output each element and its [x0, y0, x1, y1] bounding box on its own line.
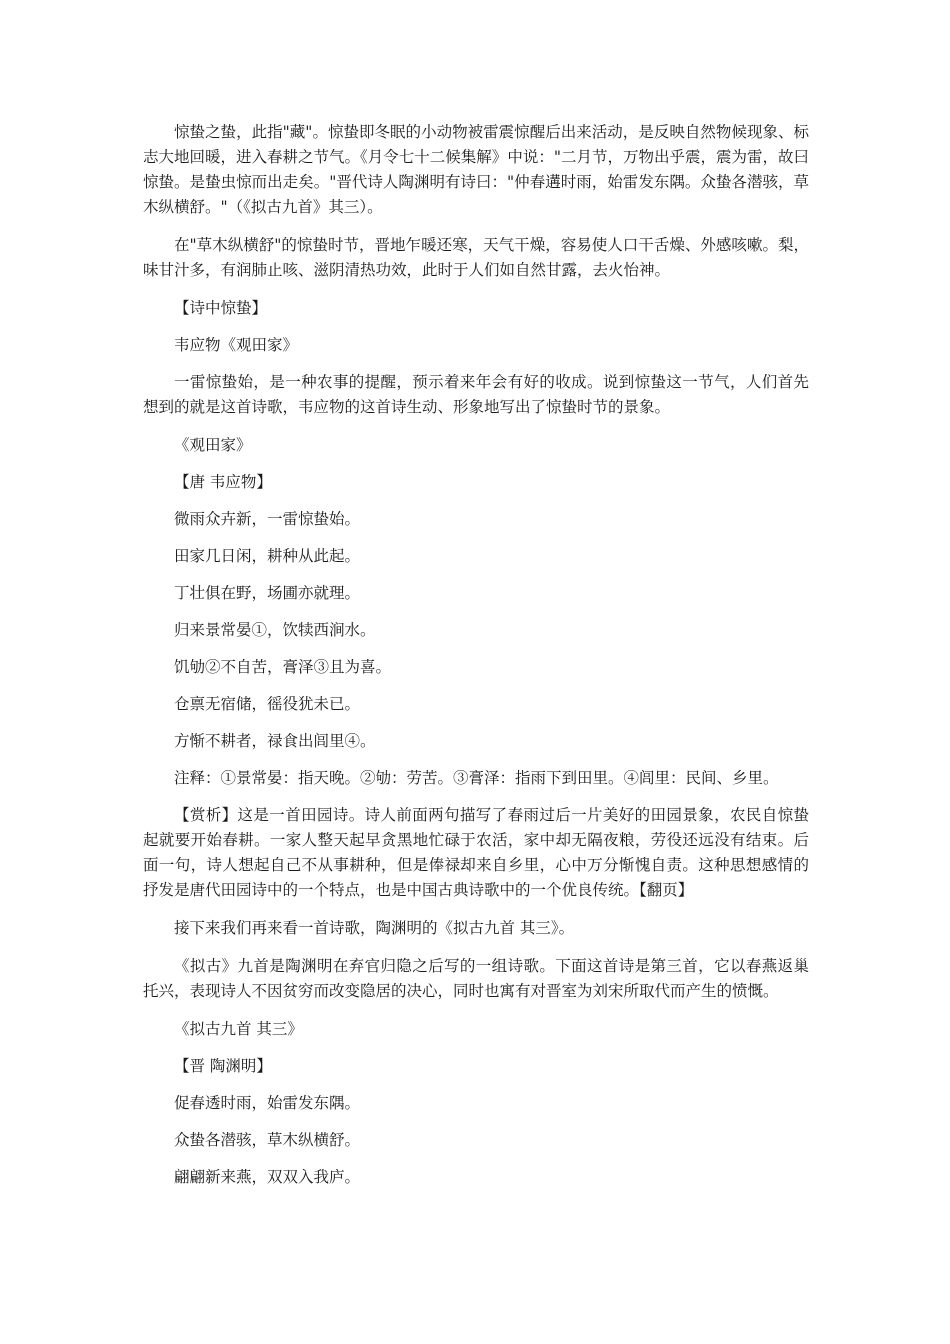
poem-author: 【晋 陶渊明】 — [174, 1057, 272, 1075]
poem-reference: 韦应物《观田家》 — [174, 336, 299, 354]
poem-line: 田家几日闲，耕种从此起。 — [174, 547, 361, 565]
poem-line: 翩翩新来燕，双双入我庐。 — [174, 1168, 361, 1186]
paragraph-transition: 接下来我们再来看一首诗歌，陶渊明的《拟古九首 其三》。 — [174, 919, 575, 937]
poem-line: 仓禀无宿储，徭役犹未已。 — [174, 695, 361, 713]
poem-line: 归来景常晏①，饮犊西涧水。 — [174, 621, 376, 639]
paragraph-pear: 在"草木纵横舒"的惊蛰时节，晋地乍暖还寒，天气干燥，容易使人口干舌燥、外感咳嗽。梨，味甘汁多，有润肺止咳、滋阴清热功效，此时于人们如自然甘露，去火怡神。 — [143, 236, 809, 279]
poem-title: 《拟古九首 其三》 — [174, 1020, 303, 1038]
poem-author: 【唐 韦应物】 — [174, 473, 272, 491]
paragraph-nigu-intro: 《拟古》九首是陶渊明在弃官归隐之后写的一组诗歌。下面这首诗是第三首，它以春燕返巢托兴，表现诗人不因贫穷而改变隐居的决心，同时也寓有对晋室为刘宋所取代而产生的愤慨。 — [143, 957, 809, 1000]
poem-line: 促春透时雨，始雷发东隅。 — [174, 1094, 361, 1112]
poem-line: 方惭不耕者，禄食出闾里④。 — [174, 732, 376, 750]
paragraph-appreciation: 【赏析】这是一首田园诗。诗人前面两句描写了春雨过后一片美好的田园景象，农民自惊蛰起就要开始春耕。一家人整天起早贪黑地忙碌于农活，家中却无隔夜粮，劳役还远没有结束。后面一句，诗人想起自己不从事耕种，但是俸禄却来自乡里，心中万分惭愧自责。这种思想感情的抒发是唐代田园诗中的一个特点，也是中国古典诗歌中的一个优良传统。【翻页】 — [143, 806, 809, 899]
poem-line: 丁壮俱在野，场圃亦就理。 — [174, 584, 361, 602]
annotation-notes: 注释：①景常晏：指天晚。②劬：劳苦。③膏泽：指雨下到田里。④闾里：民间、乡里。 — [174, 769, 779, 787]
document-page — [143, 120, 809, 1202]
section-heading: 【诗中惊蛰】 — [174, 299, 268, 317]
poem-title: 《观田家》 — [174, 436, 252, 454]
poem-line: 饥劬②不自苦，膏泽③且为喜。 — [174, 658, 392, 676]
poem-line: 微雨众卉新，一雷惊蛰始。 — [174, 510, 361, 528]
poem-line: 众蛰各潜骇，草木纵横舒。 — [174, 1131, 361, 1149]
paragraph-intro: 惊蛰之蛰，此指"藏"。惊蛰即冬眠的小动物被雷震惊醒后出来活动，是反映自然物候现象、标志大地回暖，进入春耕之节气。《月令七十二候集解》中说："二月节，万物出乎震，震为雷，故曰惊蛰。是蛰虫惊而出走矣。"晋代诗人陶渊明有诗曰："仲春遘时雨，始雷发东隅。众蛰各潜骇，草木纵横舒。"（《拟古九首》其三）。 — [143, 123, 809, 216]
paragraph-poem-intro: 一雷惊蛰始，是一种农事的提醒，预示着来年会有好的收成。说到惊蛰这一节气，人们首先想到的就是这首诗歌，韦应物的这首诗生动、形象地写出了惊蛰时节的景象。 — [143, 373, 809, 416]
